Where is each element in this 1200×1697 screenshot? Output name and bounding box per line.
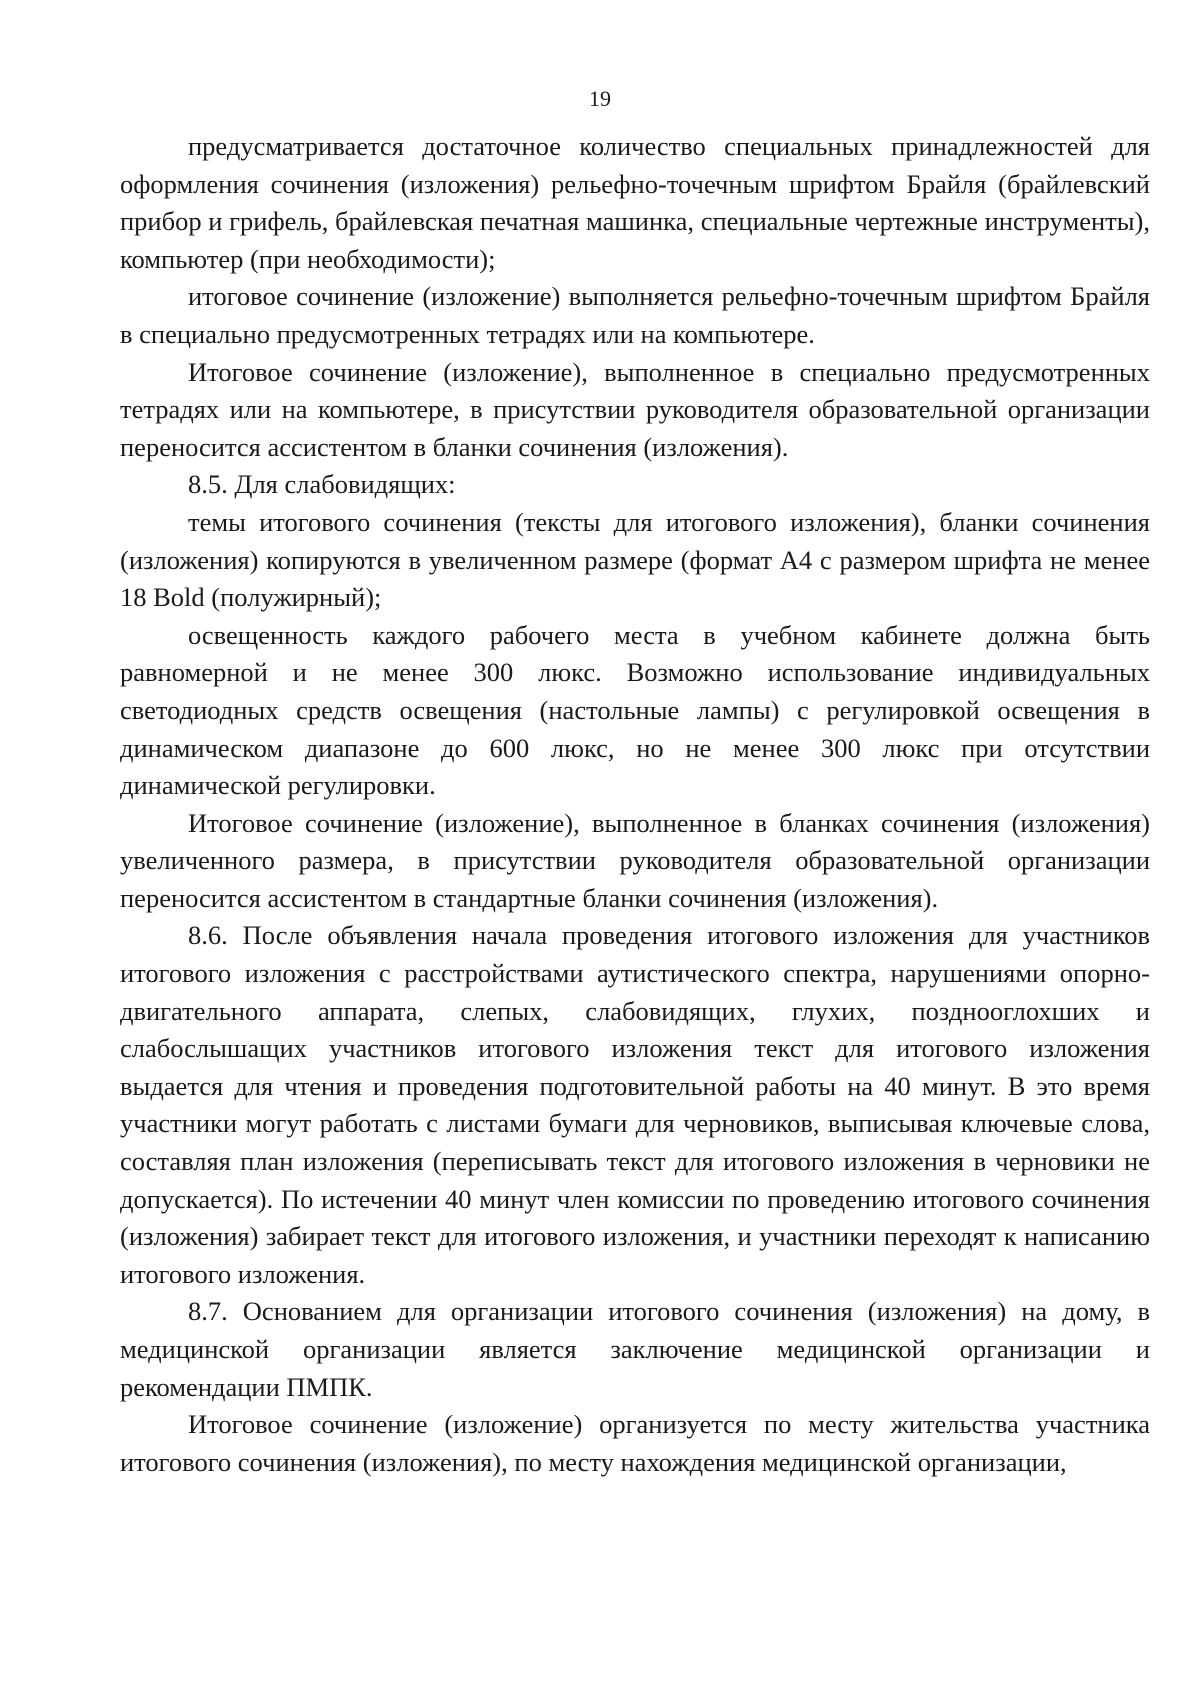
page-number: 19 <box>589 86 611 111</box>
paragraph-enlarged-forms: темы итогового сочинения (тексты для итогового изложения), бланки сочинения (изложения) копируются в увеличенном размере (формат А4 с размером шрифта не менее 18 Bold (полужирный); <box>120 506 1150 613</box>
section-8-6-paragraph: 8.6. После объявления начала проведения итогового изложения для участников итогового изложения с расстройствами аутистического спектра, нарушениями опорно-двигательного аппарата, слепых, слабовидящих, глухих, позднооглохших и слабослышащих участников итогового изложения текст для итогового изложения выдается для чтения и проведения подготовительной работы на 40 минут. В это время участники могут работать с листами бумаги для черновиков, выписывая ключевые слова, составляя план изложения (переписывать текст для итогового изложения в черновики не допускается). По истечении 40 минут член комиссии по проведению итогового сочинения (изложения) забирает текст для итогового изложения, и участники переходят к написанию итогового изложения. <box>120 920 1150 1289</box>
section-8-7-paragraph: 8.7. Основанием для организации итогового сочинения (изложения) на дому, в медицинской организации является заключение медицинской организации и рекомендации ПМПК. <box>120 1296 1150 1402</box>
section-heading-8-5: 8.5. Для слабовидящих: <box>188 469 456 500</box>
paragraph-braille-supplies: предусматривается достаточное количество специальных принадлежностей для оформления сочинения (изложения) рельефно-точечным шрифтом Брайля (брайлевский прибор и грифель, брайлевская печатная машинка, специальные чертежные инструменты), компьютер (при необходимости); <box>120 131 1150 274</box>
document-body <box>120 128 1150 1481</box>
paragraph-home-organization: Итоговое сочинение (изложение) организуется по месту жительства участника итогового сочинения (изложения), по месту нахождения медицинской организации, <box>120 1409 1150 1477</box>
paragraph-braille-writing: итоговое сочинение (изложение) выполняется рельефно-точечным шрифтом Брайля в специально предусмотренных тетрадях или на компьютере. <box>120 281 1150 349</box>
paragraph-lighting: освещенность каждого рабочего места в учебном кабинете должна быть равномерной и не менее 300 люкс. Возможно использование индивидуальных светодиодных средств освещения (настольные лампы) с регулировкой освещения в динамическом диапазоне до 600 люкс, но не менее 300 люкс при отсутствии динамической регулировки. <box>120 619 1150 801</box>
paragraph-braille-transfer: Итоговое сочинение (изложение), выполненное в специально предусмотренных тетрадях или на компьютере, в присутствии руководителя образовательной организации переносится ассистентом в бланки сочинения (изложения). <box>120 356 1150 462</box>
paragraph-enlarged-transfer: Итоговое сочинение (изложение), выполненное в бланках сочинения (изложения) увеличенного размера, в присутствии руководителя образовательной организации переносится ассистентом в стандартные бланки сочинения (изложения). <box>120 807 1150 913</box>
